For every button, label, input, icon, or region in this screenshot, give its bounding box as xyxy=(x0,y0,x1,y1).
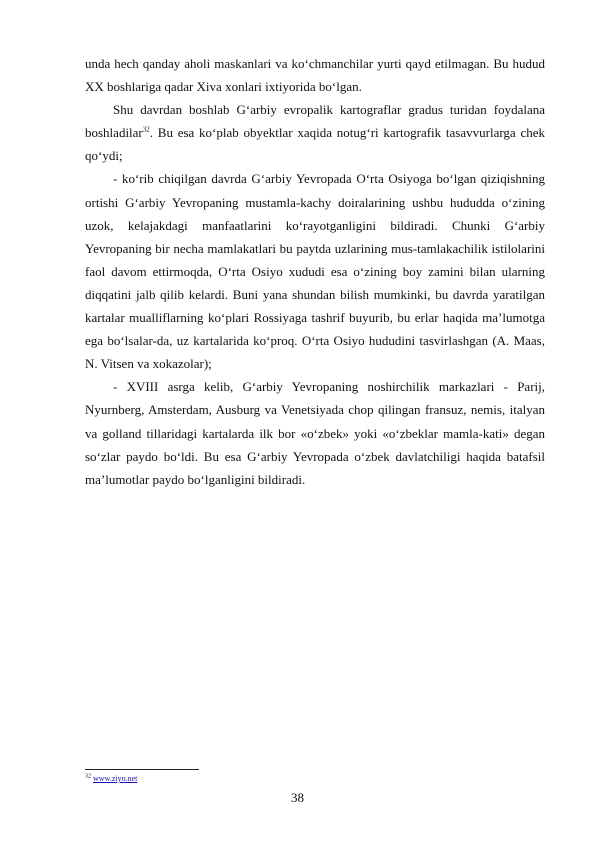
paragraph-gradus xyxy=(85,98,545,167)
paragraph-gradus-text-after: . Bu esa ko‘plab obyektlar xaqida notug‘ri kartografik tasavvurlarga chek qo‘ydi; xyxy=(85,125,545,164)
footnote-link[interactable]: www.ziyo.net xyxy=(93,774,138,783)
footnote-divider xyxy=(85,769,199,770)
paragraph-xviii-century: - XVIII asrga kelib, G‘arbiy Yevropaning noshirchilik markazlari - Parij, Nyurnberg, Amsterdam, Ausburg va Venetsiyada chop qilingan fransuz, nemis, italyan va golland tillaridagi kartalarda ilk bor «o‘zbek» yoki «o‘zbeklar mamla-kati» degan so‘zlar paydo bo‘ldi. Bu esa G‘arbiy Yevropada o‘zbek davlatchiligi haqida batafsil ma’lumotlar paydo bo‘lganligini bildiradi. xyxy=(85,379,545,487)
page-number: 38 xyxy=(291,790,304,805)
page-body xyxy=(85,52,545,491)
paragraph-western-interest: - ko‘rib chiqilgan davrda G‘arbiy Yevropada O‘rta Osiyoga bo‘lgan qiziqishning ortishi G‘arbiy Yevropaning mustamla-kachy doiralarining ushbu hududda o‘zining uzok, kelajakdagi manfaatlarini ko‘rayotganligini bildiradi. Chunki G‘arbiy Yevropaning bir necha mamlakatlari bu paytda uzlarining mus-tamlakachilik istilolarini faol davom ettirmoqda, O‘rta Osiyo xududi esa o‘zining boy zamini bilan ularning diqqatini jalb qilib kelardi. Buni yana shundan bilish mumkinki, bu davrda yaratilgan kartalar mualliflarning ko‘plari Rossiyaga tashrif buyurib, bu erlar haqida ma’lumotga ega bo‘lsalar-da, uz kartalarida ko‘proq. O‘rta Osiyo hududini tasvirlashgan (A. Maas, N. Vitsen va xokazolar); xyxy=(85,171,545,372)
footnote-reference[interactable]: 32 xyxy=(142,125,150,134)
footnote-number: 32 xyxy=(85,773,91,780)
paragraph-continuation: unda hech qanday aholi maskanlari va ko‘chmanchilar yurti qayd etilmagan. Bu hudud XX boshlariga qadar Xiva xonlari ixtiyorida bo‘lgan. xyxy=(85,56,545,95)
paragraph-gradus-text-before: Shu davrdan boshlab G‘arbiy evropalik kartograflar gradus turidan foydalana boshladilar xyxy=(85,102,545,141)
footnote xyxy=(85,774,137,784)
